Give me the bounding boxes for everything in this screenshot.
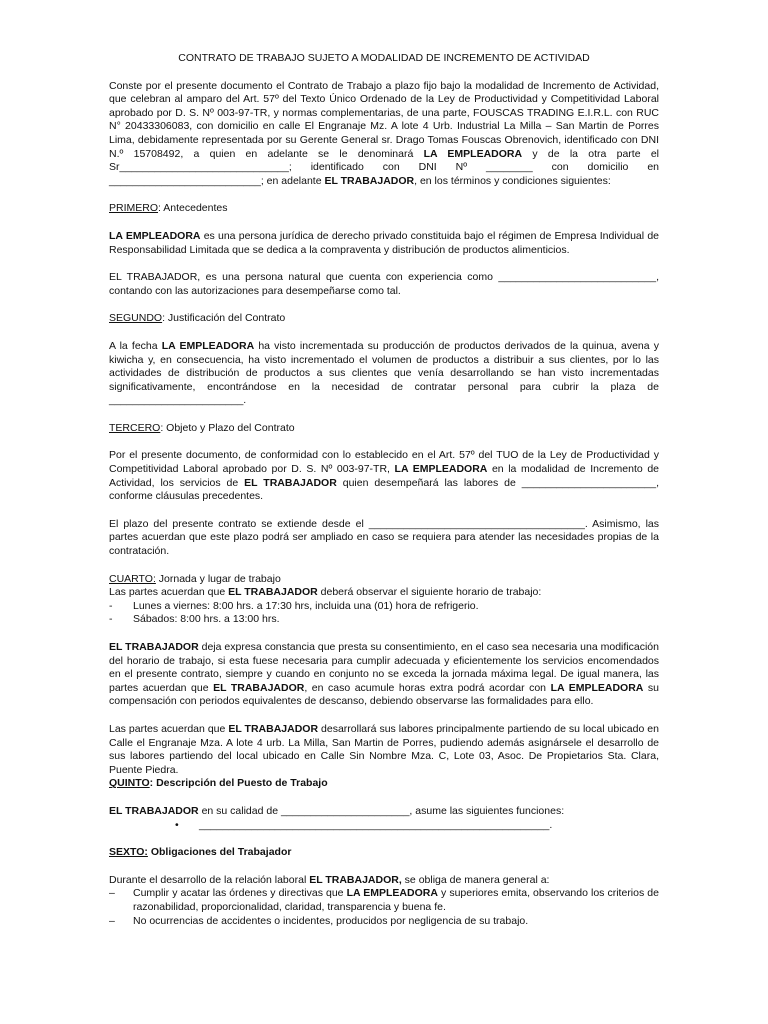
clause-segundo-label: SEGUNDO [109,312,163,325]
clause-tercero-heading [109,422,659,436]
tercero-text-3: quien desempeñará las labores de _______________________, conforme cláusulas precedentes. [109,476,660,503]
cuarto-text-7: desarrollará sus labores principalmente partiendo de su local ubicado en Calle el Engranaje Mza. A lote 4 urb. La Milla, San Martin de Porres, pudiendo además asignársele el desarrollo de sus labores partiendo del local ubicado en Calle Sin Nombre Mza. C, Lote 03, Asoc. De Propietarios Sta. Clara, Puente Piedra. [109,722,659,776]
list-item-text-2: y superiores emita, observando los criterios de razonabilidad, proporcionalidad, claridad, transparencia y buena fe. [133,887,659,913]
clause-cuarto-heading [109,573,659,587]
clause-cuarto-label: CUARTO: [109,572,156,585]
cuarto-text-5: su compensación con periodos equivalentes de descanso, debiendo observarse las formalidades para ello. [109,681,659,708]
clause-cuarto-paragraph-3 [109,723,659,777]
clause-tercero-title: : Objeto y Plazo del Contrato [160,421,295,434]
list-marker: – [109,914,115,927]
intro-text-1: Conste por el presente documento el Contrato de Trabajo a plazo fijo bajo la modalidad de Incremento de Actividad, que celebran al amparo del Art. 57º del Texto Único Ordenado de la Ley de Productividad y Competitividad Laboral aprobado por D. S. Nº 003-97-TR, y normas complementarias, de una parte, FOUSCAS TRADING E.I.R.L. con RUC N° 20433306083, con domicilio en calle El Engranaje Mz. A lote 4 Urb. Industrial La Milla – San Martin de Porres Lima, debidamente representada por su Gerente General sr. Drago Tomas Fouscas Obrenovich, identificado con DNI N.º 15708492, a quien en adelante se le denominará [109,79,659,160]
clause-quinto-heading [109,777,659,791]
tercero-bold-2: EL TRABAJADOR [244,476,337,489]
clause-quinto-title: : Descripción del Puesto de Trabajo [149,777,328,790]
clause-quinto-paragraph [109,805,659,819]
list-marker: - [109,599,113,612]
intro-text-2: y de la otra parte el Sr_____________________________; identificado con DNI Nº ________ con domicilio en __________________________; en adelante [109,147,659,187]
intro-text-3: , en los términos y condiciones siguientes: [414,174,611,187]
clause-cuarto-title: Jornada y lugar de trabajo [155,572,281,585]
clause-segundo-title: : Justificación del Contrato [162,312,286,325]
quinto-text-1: en su calidad de ______________________, asume las siguientes funciones: [198,804,565,817]
list-item [109,600,659,614]
bullet-icon: • [175,818,179,831]
cuarto-text-1: Las partes acuerdan que [109,586,229,599]
intro-paragraph [109,80,659,189]
tercero-bold-1: LA EMPLEADORA [394,463,488,476]
list-marker: – [109,887,115,900]
clause-tercero-paragraph-1 [109,449,659,503]
cuarto-bold-1: EL TRABAJADOR [228,586,318,599]
tercero-text-1: Por el presente documento, de conformidad con lo establecido en el Art. 57º del TUO de la Ley de Productividad y Competitividad Laboral aprobado por D. S. Nº 003-97-TR, [109,449,659,476]
intro-bold-2: EL TRABAJADOR [324,174,415,187]
cuarto-bold-2: EL TRABAJADOR [109,641,199,653]
cuarto-text-6: Las partes acuerdan que [109,722,229,735]
list-marker: - [109,613,113,626]
tercero-text-2: en la modalidad de Incremento de Actividad, los servicios de [109,463,659,489]
primero-text-1: es una persona jurídica de derecho privado constituida bajo el régimen de Empresa Individual de Responsabilidad Limitada que se dedica a la compraventa y distribución de productos alimenticios. [109,229,659,256]
cuarto-text-4: , en caso acumule horas extra podrá acordar con [304,681,551,694]
sexto-text-1: Durante el desarrollo de la relación laboral [109,873,310,886]
segundo-bold-1: LA EMPLEADORA [161,339,255,352]
cuarto-bold-5: EL TRABAJADOR [228,722,319,735]
quinto-bold-1: EL TRABAJADOR [109,804,199,817]
functions-bullet [109,819,659,833]
clause-sexto-heading [109,846,659,860]
clause-quinto-label: QUINTO [109,777,150,790]
clause-primero-label: PRIMERO [109,202,159,215]
list-item-text: Cumplir y acatar las órdenes y directivas que [133,887,347,900]
functions-blank: ____________________________________________________________. [199,818,553,831]
primero-text-2: EL TRABAJADOR, es una persona natural que cuenta con experiencia como ___________________________, [109,271,659,284]
sexto-bold-1: EL TRABAJADOR, [309,873,402,886]
clause-segundo-heading [109,312,659,326]
list-item-text: Sábados: 8:00 hrs. a 13:00 hrs. [133,613,280,626]
clause-primero-title: : Antecedentes [158,202,228,215]
list-item-text: Lunes a viernes: 8:00 hrs. a 17:30 hrs, incluida una (01) hora de refrigerio. [133,599,479,612]
clause-sexto-paragraph [109,874,659,888]
document-title: CONTRATO DE TRABAJO SUJETO A MODALIDAD DE INCREMENTO DE ACTIVIDAD [178,52,590,64]
list-item-text: No ocurrencias de accidentes o incidentes, producidos por negligencia de su trabajo. [133,914,529,927]
clause-sexto-title: Obligaciones del Trabajador [147,846,292,859]
clause-tercero-paragraph-2: El plazo del presente contrato se extiende desde el _____________________________________. Asimismo, las partes acuerdan que este plazo podrá ser ampliado en caso se requiera para atender las necesidades propias de la contratación. [109,517,659,558]
clause-tercero-label: TERCERO [109,421,161,434]
list-item [109,915,659,929]
clause-primero-paragraph-1 [109,230,659,257]
obligations-list [109,887,659,928]
primero-bold-1: LA EMPLEADORA [109,229,201,242]
clause-sexto-label: SEXTO: [109,846,148,859]
cuarto-bold-4: LA EMPLEADORA [550,681,644,694]
contract-body [109,52,659,928]
cuarto-text-2: deberá observar el siguiente horario de trabajo: [317,586,542,599]
intro-bold-1: LA EMPLEADORA [423,147,523,160]
list-item [109,887,659,914]
cuarto-text-3: deja expresa constancia que presta su consentimiento, en el caso sea necesaria una modificación del horario de trabajo, si esta fuese necesaria para cumplir adecuada y eficientemente los servicios encomendados en el presente contrato, siempre y cuando en conjunto no se exceda la jornada máxima legal. De igual manera, las partes acuerdan que [109,641,659,694]
clause-segundo-paragraph [109,340,659,408]
clause-cuarto-paragraph-2 [109,641,659,709]
sexto-text-2: se obliga de manera general a: [401,873,550,886]
segundo-text-2: ha visto incrementada su producción de productos derivados de la quinua, avena y kiwicha y, en consecuencia, ha visto incrementado el volumen de productos a distribuir a sus clientes, por lo las actividades de distribución de productos a sus clientes que venía desarrollando se han visto incrementadas significativamente, encontrándose en la necesidad de contratar personal para cubrir la plaza de _______________________. [109,339,659,407]
primero-text-3: contando con las autorizaciones para desempeñarse como tal. [109,284,401,297]
list-item-bold: LA EMPLEADORA [346,887,438,900]
clause-cuarto-paragraph-1 [109,586,659,600]
list-item [109,613,659,627]
segundo-text-1: A la fecha [109,339,162,352]
cuarto-bold-3: EL TRABAJADOR [213,681,305,694]
clause-primero-paragraph-2 [109,271,659,298]
schedule-list [109,600,659,627]
clause-primero-heading [109,202,659,216]
